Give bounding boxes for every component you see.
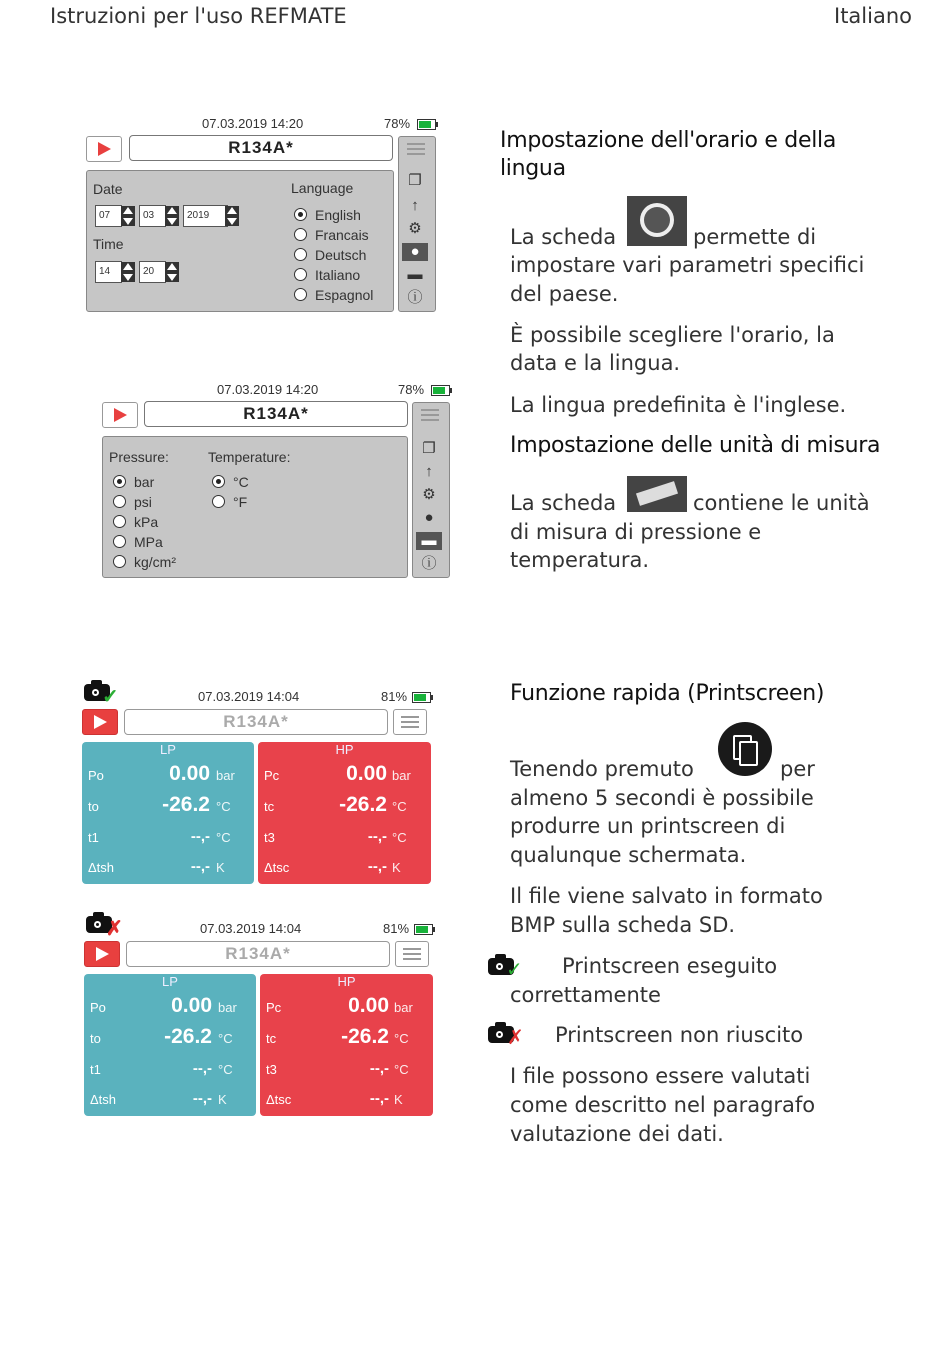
hp-value: --,- xyxy=(369,1090,389,1107)
lp-label: t1 xyxy=(90,1062,101,1077)
hp-label: tc xyxy=(264,799,275,814)
lp-value: -26.2 xyxy=(164,1025,212,1048)
hp-label: t3 xyxy=(264,830,275,845)
lp-unit: K xyxy=(218,1092,227,1107)
text-line: Printscreen eseguito xyxy=(562,954,778,978)
copy-tab-icon[interactable]: ❐ xyxy=(408,172,422,189)
lp-value: --,- xyxy=(192,1060,212,1077)
text-line: È possibile scegliere l'orario, la xyxy=(510,323,835,347)
text-line: permette di xyxy=(693,225,817,249)
check-icon: ✓ xyxy=(506,957,523,981)
language-option[interactable]: Francais xyxy=(315,227,369,243)
hp-value: -26.2 xyxy=(339,793,387,816)
sidebar-tabs xyxy=(398,136,436,312)
lp-unit: °C xyxy=(216,799,231,814)
menu-icon[interactable] xyxy=(414,403,446,427)
cross-icon: ✗ xyxy=(106,918,123,940)
status-battery: 78% xyxy=(384,116,411,131)
refrigerant-title: R134A* xyxy=(144,401,408,427)
text-line: Tenendo premuto xyxy=(510,757,694,781)
hp-value: 0.00 xyxy=(346,762,387,785)
refrigerant-title: R134A* xyxy=(124,709,388,735)
minute-field[interactable]: 20 xyxy=(139,261,166,283)
minute-stepper-icon[interactable] xyxy=(165,262,179,282)
temperature-label: Temperature: xyxy=(208,449,291,465)
status-datetime: 07.03.2019 14:04 xyxy=(200,921,302,936)
wifi-tab-icon[interactable]: ↑ xyxy=(425,463,433,480)
hp-unit: °C xyxy=(394,1031,409,1046)
wifi-tab-icon[interactable]: ↑ xyxy=(411,197,419,214)
lp-label: Po xyxy=(90,1000,106,1015)
hp-label: Δtsc xyxy=(266,1092,292,1107)
pressure-label: Pressure: xyxy=(109,449,169,465)
status-battery: 81% xyxy=(383,921,410,936)
section-heading-time-language-2: lingua xyxy=(500,156,566,181)
play-button[interactable] xyxy=(102,402,138,428)
hp-label: Δtsc xyxy=(264,860,290,875)
lp-unit: °C xyxy=(216,830,231,845)
language-heading: Language xyxy=(291,180,354,196)
gear-tab-icon[interactable]: ⚙ xyxy=(422,486,436,503)
pressure-option[interactable]: kg/cm² xyxy=(134,554,176,570)
hp-title: HP xyxy=(337,974,356,989)
section-heading-units: Impostazione delle unità di misura xyxy=(510,433,881,458)
hp-title: HP xyxy=(335,742,354,757)
hp-value: --,- xyxy=(367,828,387,845)
lp-card xyxy=(84,974,256,1116)
pressure-option[interactable]: psi xyxy=(134,494,152,510)
copy-tab-icon[interactable]: ❐ xyxy=(422,440,436,457)
section-heading-printscreen: Funzione rapida (Printscreen) xyxy=(510,681,825,706)
hp-unit: °C xyxy=(392,830,407,845)
hp-unit: bar xyxy=(392,768,411,783)
globe-tab-icon[interactable]: ● xyxy=(424,509,434,526)
lp-value: --,- xyxy=(190,828,210,845)
lp-label: Δtsh xyxy=(90,1092,117,1107)
text-line: contiene le unità xyxy=(693,491,870,515)
lp-value: 0.00 xyxy=(169,762,210,785)
lp-unit: bar xyxy=(216,768,235,783)
language-option[interactable]: Deutsch xyxy=(315,247,367,263)
units-panel xyxy=(102,436,408,578)
refrigerant-title: R134A* xyxy=(129,135,393,161)
lp-label: Δtsh xyxy=(88,860,115,875)
temperature-option[interactable]: °C xyxy=(233,474,249,490)
text-line: come descritto nel paragrafo xyxy=(510,1093,816,1117)
section-heading-time-language: Impostazione dell'orario e della xyxy=(500,128,837,153)
ruler-icon xyxy=(627,476,687,512)
text-line: qualunque schermata. xyxy=(510,843,747,867)
ruler-tab-icon[interactable]: ▬ xyxy=(407,266,423,283)
temperature-option[interactable]: °F xyxy=(233,494,248,510)
text-line: impostare vari parametri specifici xyxy=(510,253,865,277)
globe-icon xyxy=(627,196,687,246)
lp-unit: °C xyxy=(218,1062,233,1077)
screen-printscreen-ok xyxy=(80,678,440,888)
refrigerant-title: R134A* xyxy=(126,941,390,967)
text-line: I file possono essere valutati xyxy=(510,1064,811,1088)
lp-label: to xyxy=(88,799,99,814)
status-datetime: 07.03.2019 14:20 xyxy=(217,382,319,397)
text-line: Printscreen non riuscito xyxy=(555,1023,804,1047)
text-line: La lingua predefinita è l'inglese. xyxy=(510,393,847,417)
pressure-option[interactable]: kPa xyxy=(134,514,159,530)
language-label: Italiano xyxy=(834,4,912,28)
language-option[interactable]: Espagnol xyxy=(315,287,374,303)
lp-unit: °C xyxy=(218,1031,233,1046)
ruler-tab-icon[interactable]: ▬ xyxy=(416,532,442,550)
copy-icon xyxy=(718,722,772,776)
pressure-option[interactable]: bar xyxy=(134,474,155,490)
hp-label: Pc xyxy=(264,768,280,783)
day-stepper-icon[interactable] xyxy=(121,206,135,226)
text-line: valutazione dei dati. xyxy=(510,1122,724,1146)
text-line: per xyxy=(780,757,815,781)
lp-label: t1 xyxy=(88,830,99,845)
battery-icon xyxy=(417,119,436,130)
hp-unit: bar xyxy=(394,1000,413,1015)
hp-label: tc xyxy=(266,1031,277,1046)
battery-icon xyxy=(431,385,450,396)
hp-card xyxy=(258,742,431,884)
lp-label: to xyxy=(90,1031,101,1046)
info-tab-icon[interactable]: ⓘ xyxy=(407,289,423,306)
status-datetime: 07.03.2019 14:04 xyxy=(198,689,300,704)
cross-icon: ✗ xyxy=(507,1025,524,1049)
hp-unit: °C xyxy=(392,799,407,814)
language-option[interactable]: English xyxy=(315,207,361,223)
screen-units xyxy=(100,380,460,580)
text-line: correttamente xyxy=(510,983,661,1007)
screen-date-language xyxy=(84,114,444,314)
lp-title: LP xyxy=(162,974,178,989)
text-line: La scheda xyxy=(510,225,617,249)
lp-unit: K xyxy=(216,860,225,875)
lp-label: Po xyxy=(88,768,104,783)
lp-card xyxy=(82,742,254,884)
sidebar-tabs xyxy=(412,402,450,578)
status-battery: 81% xyxy=(381,689,408,704)
time-label: Time xyxy=(93,236,124,252)
lp-value: 0.00 xyxy=(171,994,212,1017)
lp-unit: bar xyxy=(218,1000,237,1015)
document-title: Istruzioni per l'uso REFMATE xyxy=(50,4,347,28)
text-line: del paese. xyxy=(510,282,619,306)
hp-label: Pc xyxy=(266,1000,282,1015)
hp-value: --,- xyxy=(369,1060,389,1077)
pressure-option[interactable]: MPa xyxy=(134,534,163,550)
check-icon: ✓ xyxy=(102,686,119,708)
hp-value: --,- xyxy=(367,858,387,875)
text-line: Il file viene salvato in formato xyxy=(510,884,823,908)
text-line: data e la lingua. xyxy=(510,351,681,375)
menu-icon[interactable] xyxy=(395,941,429,967)
text-line: di misura di pressione e xyxy=(510,520,762,544)
text-line: almeno 5 secondi è possibile xyxy=(510,786,814,810)
text-line: temperatura. xyxy=(510,548,650,572)
settings-panel xyxy=(86,170,394,312)
hp-unit: K xyxy=(394,1092,403,1107)
play-button[interactable] xyxy=(86,136,122,162)
hour-stepper-icon[interactable] xyxy=(121,262,135,282)
language-option[interactable]: Italiano xyxy=(315,267,361,283)
year-field[interactable]: 2019 xyxy=(183,205,228,227)
battery-icon xyxy=(412,692,431,703)
play-button[interactable] xyxy=(82,709,118,735)
globe-tab-icon[interactable]: ● xyxy=(402,243,428,261)
hour-field[interactable]: 14 xyxy=(95,261,122,283)
lp-title: LP xyxy=(160,742,176,757)
year-stepper-icon[interactable] xyxy=(225,206,239,226)
text-line: La scheda xyxy=(510,491,617,515)
status-battery: 78% xyxy=(398,382,425,397)
lp-value: -26.2 xyxy=(162,793,210,816)
screen-printscreen-fail xyxy=(82,910,442,1120)
lp-value: --,- xyxy=(192,1090,212,1107)
hp-unit: °C xyxy=(394,1062,409,1077)
menu-icon[interactable] xyxy=(393,709,427,735)
month-field[interactable]: 03 xyxy=(139,205,166,227)
status-datetime: 07.03.2019 14:20 xyxy=(202,116,304,131)
lp-value: --,- xyxy=(190,858,210,875)
hp-value: 0.00 xyxy=(348,994,389,1017)
gear-tab-icon[interactable]: ⚙ xyxy=(408,220,422,237)
info-tab-icon[interactable]: ⓘ xyxy=(421,555,437,572)
day-field[interactable]: 07 xyxy=(95,205,122,227)
text-line: produrre un printscreen di xyxy=(510,814,786,838)
date-label: Date xyxy=(93,181,123,197)
hp-unit: K xyxy=(392,860,401,875)
text-line: BMP sulla scheda SD. xyxy=(510,913,736,937)
menu-icon[interactable] xyxy=(400,137,432,161)
hp-value: -26.2 xyxy=(341,1025,389,1048)
play-button[interactable] xyxy=(84,941,120,967)
month-stepper-icon[interactable] xyxy=(165,206,179,226)
battery-icon xyxy=(414,924,433,935)
hp-card xyxy=(260,974,433,1116)
hp-label: t3 xyxy=(266,1062,277,1077)
